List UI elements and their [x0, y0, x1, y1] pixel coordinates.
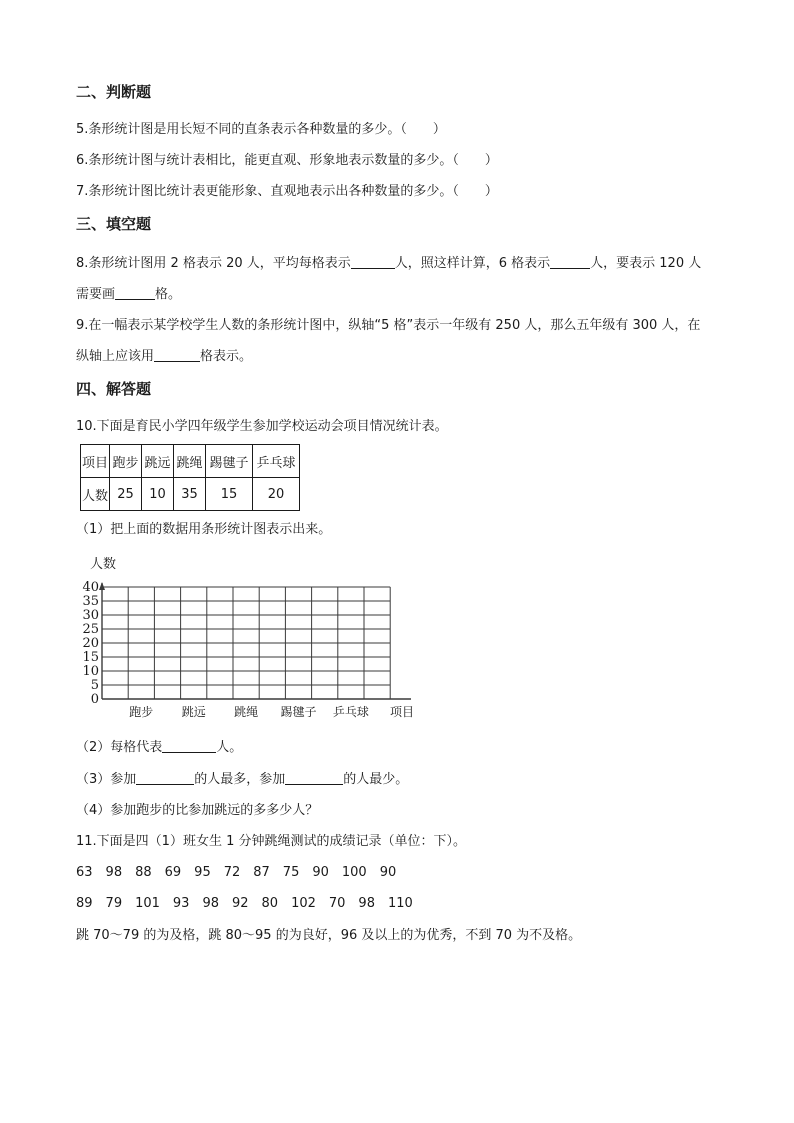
table-cell: 20 [253, 478, 300, 511]
question-10-part-2-text-a: （2）每格代表 [76, 740, 163, 755]
statistics-table [80, 444, 300, 511]
y-tick-label: 30 [82, 608, 99, 623]
y-axis-label: 人数 [90, 557, 117, 572]
table-cell: 15 [206, 478, 253, 511]
question-9: 9.在一幅表示某学校学生人数的条形统计图中，纵轴“5 格”表示一年级有 250 人，那么五年级有 300 人，在 [76, 318, 701, 333]
x-category-label: 跳远 [181, 705, 206, 719]
table-header-cell: 项目 [81, 445, 110, 478]
question-9-continued [76, 347, 252, 367]
question-10-part-2-text-b: 人。 [216, 740, 243, 755]
answer-blank[interactable] [162, 738, 216, 753]
answer-blank[interactable] [115, 285, 155, 300]
y-tick-label: 40 [82, 580, 99, 595]
table-cell: 35 [174, 478, 206, 511]
y-axis-ticks [82, 580, 99, 707]
x-category-label: 跑步 [129, 705, 154, 719]
question-6: 6.条形统计图与统计表相比，能更直观、形象地表示数量的多少。（ ） [76, 153, 498, 168]
question-11-grading-rule: 跳 70～79 的为及格，跳 80～95 的为良好，96 及以上的为优秀，不到 70 为不及格。 [76, 928, 582, 943]
section-heading-answer: 四、解答题 [76, 380, 152, 398]
bar-chart-grid[interactable] [76, 552, 436, 724]
section-heading-judgement: 二、判断题 [76, 83, 152, 101]
y-tick-label: 35 [82, 594, 99, 609]
x-category-label: 踢毽子 [280, 705, 317, 719]
question-7: 7.条形统计图比统计表更能形象、直观地表示出各种数量的多少。（ ） [76, 184, 498, 199]
question-10-part-3-text-b: 的人最多，参加 [194, 772, 286, 787]
question-8-continued [76, 285, 181, 305]
table-header-cell: 跳远 [142, 445, 174, 478]
question-8-text-c: 人，要表示 120 人 [590, 256, 702, 271]
table-row [81, 445, 300, 478]
question-8 [76, 254, 701, 274]
question-10-part-3-text-c: 的人最少。 [343, 772, 409, 787]
question-8-text-b: 人，照这样计算，6 格表示 [394, 256, 551, 271]
table-header-cell: 跑步 [110, 445, 142, 478]
question-8-text-a: 8.条形统计图用 2 格表示 20 人，平均每格表示 [76, 256, 351, 271]
table-cell: 10 [142, 478, 174, 511]
table-header-cell: 乒乓球 [253, 445, 300, 478]
answer-blank[interactable] [351, 254, 395, 269]
question-10-part-3 [76, 770, 408, 790]
table-row [81, 478, 300, 511]
x-axis-label: 项目 [390, 705, 415, 719]
y-axis-arrow-icon [99, 582, 105, 590]
question-10-part-4: （4）参加跑步的比参加跳远的多多少人？ [76, 803, 319, 818]
y-tick-label: 20 [82, 636, 99, 651]
chart-grid-lines [99, 582, 411, 699]
y-tick-label: 25 [82, 622, 99, 637]
table-header-cell: 踢毽子 [206, 445, 253, 478]
y-tick-label: 10 [82, 664, 99, 679]
question-11-intro: 11.下面是四（1）班女生 1 分钟跳绳测试的成绩记录（单位：下）。 [76, 834, 466, 849]
question-9-text-b: 纵轴上应该用 [76, 349, 155, 364]
question-9-text-c: 格表示。 [200, 349, 253, 364]
answer-blank[interactable] [550, 254, 590, 269]
question-5: 5.条形统计图是用长短不同的直条表示各种数量的多少。（ ） [76, 122, 446, 137]
section-heading-fill: 三、填空题 [76, 215, 152, 233]
x-axis-categories [129, 704, 369, 719]
x-category-label: 乒乓球 [332, 705, 369, 719]
table-cell: 25 [110, 478, 142, 511]
question-10-intro: 10.下面是育民小学四年级学生参加学校运动会项目情况统计表。 [76, 419, 448, 434]
question-11-scores-row-2: 89 79 101 93 98 92 80 102 70 98 110 [76, 896, 413, 911]
question-8-text-d: 需要画 [76, 287, 116, 302]
answer-blank[interactable] [154, 347, 200, 362]
question-10-part-3-text-a: （3）参加 [76, 772, 137, 787]
y-tick-label: 0 [90, 692, 99, 707]
x-category-label: 跳绳 [234, 705, 259, 719]
y-tick-label: 15 [82, 650, 99, 665]
table-header-cell: 跳绳 [174, 445, 206, 478]
answer-blank[interactable] [136, 770, 194, 785]
table-cell: 人数 [81, 478, 110, 511]
answer-blank[interactable] [285, 770, 343, 785]
question-8-text-e: 格。 [155, 287, 182, 302]
y-tick-label: 5 [90, 678, 99, 693]
question-10-part-1: （1）把上面的数据用条形统计图表示出来。 [76, 522, 332, 537]
question-11-scores-row-1: 63 98 88 69 95 72 87 75 90 100 90 [76, 865, 397, 880]
question-10-part-2 [76, 738, 242, 758]
